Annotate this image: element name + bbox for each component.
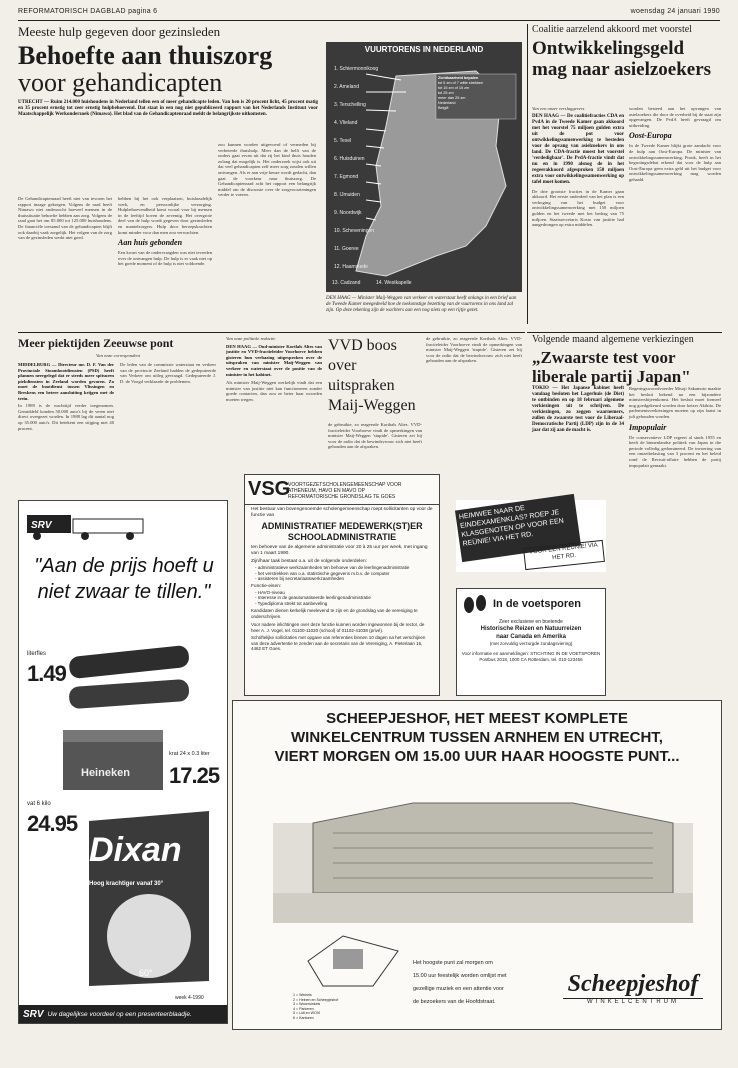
article-column-1 xyxy=(18,362,114,436)
bottles-graphic xyxy=(49,641,219,721)
article-lead: TOKIO — Het Japanse kabinet heeft vandaag besloten het Lagerhuis (de Diet) te ontbinden en op 18 februari algemene verkiezingen uit te schrijven. De verkiezingen, zo zeggen waarnemers, zullen de zwaarste test voor de Liberaal-Democratische Partij (LDP) zijn in de 34 jaar dat zij aan de macht is. xyxy=(532,386,624,433)
vsg-task: - het verstrekken van o.a. statistische gegevens m.b.v. de computer xyxy=(255,570,390,576)
price-2: 17.25 xyxy=(169,763,220,788)
article-quote: Als minister Maij-Weggen werkelijk vindt dat een minister van justitie niet kan functioneren zonder goede contacten, dan zou ze beter haar woorden moeten wegen. xyxy=(226,380,322,402)
scheepjeshof-text xyxy=(413,957,563,1009)
voetsporen-line1: Zeer exclusieve en boeiende xyxy=(499,619,563,625)
legend-item: meer dan 25 zm xyxy=(438,96,466,100)
vsg-req: - HAVO-niveau xyxy=(255,589,285,595)
price-1-label: literfles xyxy=(27,651,47,657)
site-plan xyxy=(303,931,403,991)
article-column-2: De leden van de commissie waterstaat en verkeer van de provincie Zeeland hadden de gedeputeerde van Verkeer om uitleg gevraagd. Gedeputeerde J. D. de Voogd verklaarde de problemen. xyxy=(120,362,216,384)
lighthouse-item: 5. Texel xyxy=(334,138,352,144)
article-column-2 xyxy=(629,386,721,734)
srv-ad xyxy=(18,500,228,1024)
svg-text:60°: 60° xyxy=(139,968,153,978)
legend-item: 3 = Woonwinkels xyxy=(293,1002,321,1006)
vsg-reqs-title: Functie-eisen: xyxy=(251,583,282,589)
article-column-2-text: hebben bij het ook verplaatsen, huishoudelijk werk, en persoonlijke verzorging. Hulpbehoevendheid komt vooral voor bij mensen in de leeftijd boven de zeventig. Het overgrote deel van de hulp wordt gegeven door gezinsleden en mantelzorgers. Hulp door beroepskrachten komt minder voor dan men zou verwachten. xyxy=(118,196,212,235)
srv-footer-bar xyxy=(19,1005,227,1023)
srv-headline: "Aan de prijs hoeft u niet zwaar te tillen." xyxy=(34,555,214,603)
vsg-closing: Schriftelijke sollicitaties met opgave van referenties binnen 10 dagen na het verschijnen van deze advertentie te zenden aan de secretaris van de Vereniging, A. Pieterlaan 16, 4462 ET Goes. xyxy=(251,635,426,651)
lighthouse-list xyxy=(334,60,394,280)
article-headline-line1: Behoefte aan thuiszorg xyxy=(18,41,273,70)
article-thuiszorg xyxy=(18,24,318,314)
voetsporen-contact: Voor informatie en aanmeldingen: STICHTING IN DE VOETSPOREN xyxy=(461,651,601,656)
vsg-job-ad xyxy=(244,474,440,696)
article-column-3: de gebruikte, zo reageerde Korthals Altes. VVD-fractieleider Voorhoeve vindt de opmerkingen van minister Maij-Weggen 'stupide'. Gisteren zei hij voor de radio dat de bewindsvrouw zich niet heeft gehouden aan de afspraken. xyxy=(426,336,522,364)
article-column-2 xyxy=(629,106,721,330)
scheepjeshof-text-line: Het hoogste punt zal morgen om xyxy=(413,960,493,966)
lighthouse-item: 9. Noordwijk xyxy=(334,210,362,216)
article-column-2b-text: Een kwart van de ondervraagden was niet tevreden over de ontvangen hulp. De hulp is er vaak niet op het goede moment of de hulp is niet voldoende. xyxy=(118,250,212,267)
page-date: woensdag 24 januari 1990 xyxy=(630,8,720,15)
article-column-2-text: Regeringswoordvoerder Misoji Sakamoto maakte het besluit bekend na een bijzondere ministersbijeenkomst. Het besluit moet formeel nog goedgekeurd worden door keizer Akihito. De parlementsverkiezingen moeten op zijn laatst in juli gehouden worden. xyxy=(629,386,721,419)
vsg-intro: Het bestuur van bovengenoemde scholengemeenschap roept sollicitanten op voor de functie van xyxy=(251,507,433,518)
article-kicker: Meeste hulp gegeven door gezinsleden xyxy=(18,24,221,39)
article-column-1-text: In 1989 is de wachttijd verder toegenomen. Gemiddeld konden 50.000 auto's bij de veren niet direct overgezet worden. In 1988 lag dit aantal nog op 35.000 auto's. Dit betekent een stijging met 40 procent. xyxy=(18,403,114,431)
footprints-icon xyxy=(461,593,489,615)
shopping-center-drawing xyxy=(273,783,693,923)
article-vvd xyxy=(226,336,522,450)
article-subhead: Impopulair xyxy=(629,422,667,432)
article-lead: DEN HAAG — Oud-minister Kortlals Altes van justitie en VVD-fractieleider Voorhoeve hebben gisteren hun verbazing uitgesproken over de uitspraken van minister Maij-Weggen van verkeer en waterstaat over de positie van de minister in het kabinet. xyxy=(226,343,322,377)
article-byline: Van onze correspondent xyxy=(96,353,140,358)
legend-item: 4 = Parkeren xyxy=(293,1006,314,1011)
article-column-2-text: de gebruikte, zo reageerde Korthals Altes. VVD-fractieleider Voorhoeve vindt de opmerkingen van minister Maij-Weggen 'stupide'. Gisteren zei hij voor de radio dat de bewindsvrouw zich niet heeft gehouden aan de afspraken. xyxy=(328,422,422,450)
article-column-2 xyxy=(118,196,212,314)
article-column-2 xyxy=(328,336,422,450)
lighthouse-item: 10. Scheveningen xyxy=(334,228,375,234)
lighthouse-item: 4. Vlieland xyxy=(334,120,358,126)
price-3: 24.95 xyxy=(27,811,78,836)
article-column-3: zou kunnen worden uitgevoerd of vermeden bij verbeterde thuishulp. Meer dan de helft van de ouders gaat ervan uit dat zij het kind thuis houden zolang dat mogelijk is. Het onderzoek wijst ook uit dat veel gehandicapten zelf meer zorg zouden willen ontvangen. Als er aan vrije keuze wordt gedacht, dan gaat de voorkeur naar thuiszorg. De Gehandicaptenraad acht het rapport een belangrijk middel om de discussie over de zorgvoorzieningen verder te voeren. xyxy=(218,142,316,198)
price-1: 1.49 xyxy=(27,661,66,686)
vsg-tasks-title: Zijn/haar taak bestaat o.a. uit de volgende onderdelen: xyxy=(251,559,368,564)
voetsporen-ad xyxy=(456,588,606,696)
article-headline: VVD boos over uitspraken Maij-Weggen xyxy=(328,337,416,414)
voetsporen-header xyxy=(457,589,605,619)
detergent-brand: Dixan xyxy=(89,831,182,869)
vsg-details: ten behoeve van de algemene administratie voor 20 à 25 uur per week, met ingang van 1 maart 1990. xyxy=(251,545,428,556)
section-rule xyxy=(18,332,525,333)
article-subhead: Oost-Europa xyxy=(629,131,672,141)
scheepjeshof-logo xyxy=(563,971,703,1019)
vsg-task: - assisteren bij secretariaatswerkzaamheden xyxy=(255,576,345,581)
lighthouse-item: 13. Cadzand xyxy=(332,280,361,286)
scheepjeshof-logo-sub: WINKELCENTRUM xyxy=(586,999,679,1005)
article-column-1 xyxy=(226,336,322,436)
article-byline: Van een onzer verslaggevers xyxy=(532,106,585,111)
newspaper-title: REFORMATORISCH DAGBLAD pagina 6 xyxy=(18,8,158,15)
vsg-req: - Typediploma strekt tot aanbeveling xyxy=(255,600,328,606)
article-column-2-text: worden besteed aan het opvangen van asielzoekers die door de overheid bij de staat zijn opgevangen. De PvdA heeft gevraagd om uitbreiding. xyxy=(629,106,721,128)
article-subhead: Aan huis gebonden xyxy=(118,238,183,248)
vsg-org-line: VOORTGEZETSCHOLENGEMEENSCHAP VOOR xyxy=(288,482,402,488)
column-divider xyxy=(527,24,528,324)
voetsporen-line3: naar Canada en Amerika xyxy=(496,634,566,640)
voetsporen-line2: Historische Reizen en Natuurreizen xyxy=(480,626,582,632)
srv-logo: SRV xyxy=(23,1008,44,1020)
article-column-1-text: De drie grootste fracties in de Kamer gaan akkoord. Het eerste onderdeel van het plan is een verhoging van het budget voor ontwikkelingssamenwerking met 150 miljoen gulden en het tweede met het bedrag van 75 miljoen. Staatssecretaris Kosto van justitie had aangedrongen op extra middelen. xyxy=(532,188,624,228)
vsg-function-1: ADMINISTRATIEF MEDEWERK(ST)ER xyxy=(261,521,423,531)
article-asielzoekers xyxy=(532,24,722,330)
svg-text:SRV: SRV xyxy=(31,520,52,531)
svg-text:Heineken: Heineken xyxy=(81,767,130,779)
lighthouse-item: 2. Ameland xyxy=(334,84,360,90)
lighthouse-map xyxy=(326,42,522,292)
vsg-closing: Voor nadere inlichtingen over deze functie kunnen worden ingewonnen bij de rector, de heer A. J. Vogel, tel. 01100-11020 (school) of 01102-41038 (privé). xyxy=(251,622,425,633)
article-kicker: Coalitie aarzelend akkoord met voorstel xyxy=(532,24,692,35)
vsg-org xyxy=(288,478,401,501)
reunion-ad xyxy=(456,500,606,572)
voetsporen-title: In de voetsporen xyxy=(493,598,582,610)
beer-crate-graphic xyxy=(59,726,169,796)
legend-item: 6 = Kantoren xyxy=(293,1015,314,1020)
article-headline-line2: voor gehandicapten xyxy=(18,68,223,97)
scheepjeshof-headline: SCHEEPJESHOF, HET MEEST KOMPLETE WINKELCENTRUM TUSSEN ARNHEM EN UTRECHT, VIERT MORGEN OM 15.00 UUR HAAR HOOGSTE PUNT... xyxy=(274,710,680,765)
ad-week: week 4-1990 xyxy=(175,995,204,1001)
section-rule xyxy=(527,332,722,333)
vsg-req: - Interesse in de geautomatiseerde leerlingenadministratie xyxy=(255,595,371,600)
map-title: VUURTORENS IN NEDERLAND xyxy=(364,45,484,54)
vsg-org-line: ATHENEUM, HAVO EN MAVO OP xyxy=(288,488,365,494)
article-zeeuwse-pont xyxy=(18,336,218,436)
article-headline: „Zwaarste test voor liberale partij Japan" xyxy=(532,348,691,386)
reunion-heading: HEIMWEE NAAR DE EINDEXAMENKLAS? ROEP JE KLASGENOTEN OP VOOR EEN REÜNIE! VIA HET RD. xyxy=(455,494,581,562)
scheepjeshof-ad xyxy=(232,700,722,1030)
lighthouse-item: 7. Egmond xyxy=(334,174,359,180)
legend-item: 5 = Lidl en WOVI xyxy=(293,1011,321,1015)
srv-truck xyxy=(25,509,145,543)
scheepjeshof-text-line: de bezoekers van de Hoofdstraat. xyxy=(413,999,496,1005)
article-lead: MIDDELBURG — Directeur mr. D. F. Van der Provinciale Stoombootdiensten (PSD) heeft plannen neergelegd dat er steeds meer spitsuren piekdiensten in Zeeland worden gevaren. Zo moet de bootdienst tussen Vlissingen en Breskens een betere aansluiting krijgen met de trein. xyxy=(18,362,114,401)
vsg-org-line: REFORMATORISCHE GRONDSLAG TE GOES xyxy=(288,494,396,500)
scheepjeshof-logo-text: Scheepjeshof xyxy=(563,971,703,999)
lighthouse-item: 3. Terschelling xyxy=(334,102,366,108)
article-byline: Van onze politieke redactie xyxy=(226,336,276,341)
legend-item: tot 5 zm of 7 witte strekken xyxy=(438,81,484,85)
vsg-header xyxy=(245,475,439,505)
legend-item: Nederland xyxy=(438,101,456,105)
map-legend xyxy=(438,76,514,120)
lighthouse-item: 12. Haamstede xyxy=(334,264,368,270)
article-column-2b-text: De conservatieve LDP regeert al sinds 1955 en heeft de binnenlandse politiek van Japan in die periode volledig gedomineerd. De invoering van een omzetbelasting van 3 procent en het beleid rond de Recruit-affaire hebben de partij impopulair gemaakt. xyxy=(629,434,721,468)
article-kicker: Volgende maand algemene verkiezingen xyxy=(532,334,694,345)
lighthouse-item: 1. Schiermonnikoog xyxy=(334,66,379,72)
article-column-1: De Gehandicaptenraad heeft niet van tevoren het rapport inzage gekregen. Volgens de raad heeft Nimawo niet onderzocht hoeveel mensen in de thuissituatie behoefte hebben aan zorg. Volgens de raad gaat het om 85.000 tot 125.000 huishoudens. De financiële toestand van de gehandicapten blijft ook daarbij vaak zorgelijk. Het volgen van de zorg van de gezinsleden werkt niet goed. xyxy=(18,196,112,241)
detergent-sub: Hoog krachtiger vanaf 30° xyxy=(89,881,164,887)
article-lead: DEN HAAG — De coalitiefracties CDA en PvdA in de Tweede Kamer gaan akkoord met het voorstel 75 miljoen gulden extra uit de pot voor ontwikkelingssamenwerking te besteden voor de opvang van asielzoekers in ons land. De CDA-fractie moest het voorstel 'verdedigbaar'. De PvdA-fractie vindt dat nu en in 1990 alsnog de in het regeerakkoord afgesproken 150 miljoen extra voor ontwikkelingssamenwerking op tafel moet komen. xyxy=(532,113,624,185)
site-legend xyxy=(293,993,383,1020)
lighthouse-item: 11. Goeree xyxy=(334,246,359,252)
article-lead: UTRECHT — Ruim 214.000 huishoudens in Nederland tellen een of meer gehandicapte leden. Van hen is 20 procent licht, 45 procent matig en 35 procent ernstig tot zeer ernstig hulpbehoevend. Dat staat in een nog niet gepubliceerd rapport van het Nederlands Instituut voor Maatschappelijk Werkonderzoek (Nimawo). Het blad van de Gehandicaptenraad meldt de belangrijkste uitkomsten. xyxy=(18,100,318,117)
article-headline: Meer piektijden Zeeuwse pont xyxy=(18,336,174,350)
reunion-stamp: VOOR EEN REÜNIE! VIA HET RD. xyxy=(523,540,605,570)
legend-item: België xyxy=(438,106,449,110)
article-column-1 xyxy=(532,106,624,330)
truck-icon xyxy=(25,509,155,543)
map-caption: DEN HAAG — Minister Maij-Weggen van verkeer en waterstaat heeft onlangs in een brief aan de Tweede Kamer meegedeeld hoe de toekomstige bezetting van de vuurtorens in ons land zal zijn. Op deze tekening zijn de wachters aan een nog niets op een rijtje gezet. xyxy=(326,296,517,313)
vsg-function-2: SCHOOLADMINISTRATIE xyxy=(287,532,397,542)
legend-title: Zichtbaarheid bepalen xyxy=(438,76,479,80)
scheepjeshof-text-line: gezellige muziek en een attentie voor xyxy=(413,986,504,992)
vsg-logo: VSG xyxy=(248,478,291,500)
price-3-label: vat 6 kilo xyxy=(27,801,51,807)
srv-footer: Uw dagelijkse voordeel op een presenteerblaadje. xyxy=(47,1010,192,1018)
lighthouse-item: 8. IJmuiden xyxy=(334,192,360,198)
lighthouse-item: 14. Westkapelle xyxy=(376,280,412,286)
legend-item: tot 25 zm xyxy=(438,91,454,95)
price-2-label: krat 24 x 0.3 liter xyxy=(169,751,210,757)
legend-item: 2 = Heinen en Scheepjeshof xyxy=(293,997,339,1002)
article-column-2b-text: In de Tweede Kamer blijkt grote aandacht voor de hulp aan Oost-Europa. De minister van ontwikkelingssamenwerking, Pronk, heeft in het begrotingsdebat erkend dat voor de hulp aan Oost-Europa geen extra geld uit het budget voor ontwikkelingssamenwerking mag worden gehaald. xyxy=(629,143,721,182)
legend-item: tot 15 zm of 15 zm xyxy=(438,86,470,90)
legend-item: 1 = Winkels xyxy=(293,993,312,997)
voetsporen-address: Postbus 2018, 1000 CA Rotterdam, tel. 010-123456 xyxy=(479,657,583,662)
lighthouse-item: 6. Huisduinen xyxy=(334,156,365,162)
vsg-task: - administratieve werkzaamheden ten behoeve van de leerlingenadministratie xyxy=(255,565,410,570)
voetsporen-line4: (met zorvuldig verzorgde zondagsviering) xyxy=(489,641,573,646)
header-rule xyxy=(18,20,720,21)
article-headline: Ontwikkelingsgeld mag naar asielzoekers xyxy=(532,38,712,80)
scheepjeshof-text-line: 15.00 uur feestelijk worden omlijst met xyxy=(413,973,507,979)
detergent-box-graphic xyxy=(79,801,219,991)
vsg-closing: Kandidaten dienen kerkelijk meelevend te zijn en de grondslag van de vereniging te onderschrijven. xyxy=(251,608,418,619)
